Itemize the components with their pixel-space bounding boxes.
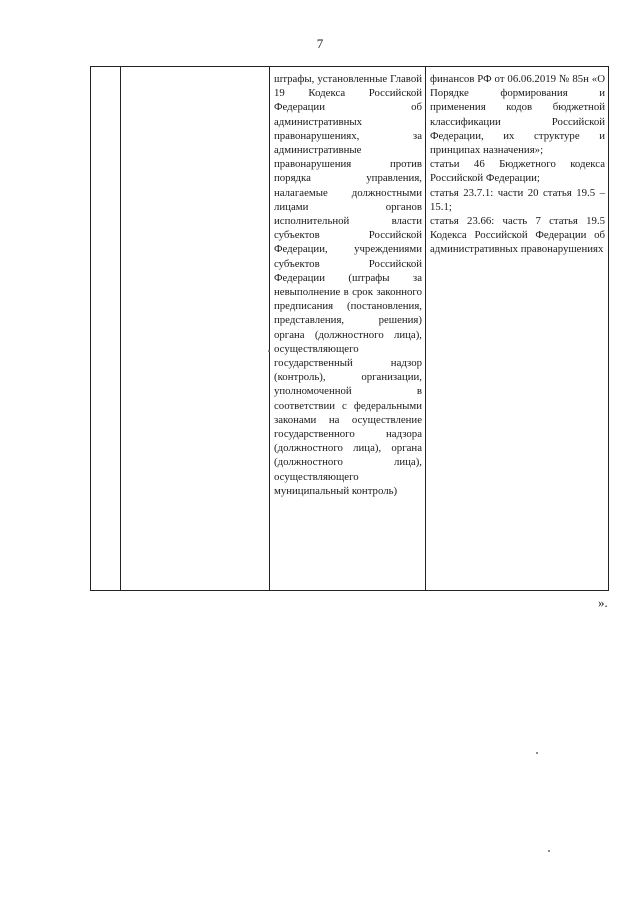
fine-description-text: штрафы, установленные Главой 19 Кодекса Российской Федерации об административных правонарушениях, за административные правонарушения против порядка управления, налагаемые должностными лицами органов исполнительной власти субъектов Российской Федерации, учреждениями субъектов Российской Федерации (штрафы за невыполнение в срок законного предписания (постановления, представления, решения) органа (должностного лица), осуществляющего государственный надзор (контроль), организации, уполномоченной в соответствии с федеральными законами на осуществление государственного надзора (должностного лица), органа (должностного лица), осуществляющего муниципальный контроль)	[274, 73, 422, 497]
closing-quote: ».	[598, 595, 608, 610]
scan-speck	[548, 850, 550, 852]
table-cell-legal-basis	[426, 67, 609, 591]
document-table	[90, 66, 609, 591]
page-number: 7	[316, 36, 324, 51]
legal-basis-paragraph: статья 23.66: часть 7 статья 19.5 Кодекса Российской Федерации об административных правонарушениях	[430, 215, 605, 256]
scan-speck	[536, 752, 538, 754]
legal-basis-paragraph: статьи 46 Бюджетного кодекса Российской Федерации;	[430, 158, 605, 185]
legal-basis-paragraph: статья 23.7.1: части 20 статья 19.5 – 15.1;	[430, 186, 605, 213]
table-cell-empty-2	[121, 67, 270, 591]
legal-basis-paragraph: финансов РФ от 06.06.2019 № 85н «О Порядке формирования и применения кодов бюджетной классификации Российской Федерации, их структуре и принципах назначения»;	[430, 73, 605, 157]
scan-speck	[268, 350, 270, 352]
table-cell-empty-1	[91, 67, 121, 591]
table-row	[91, 67, 609, 591]
table-cell-fine-description	[270, 67, 426, 591]
